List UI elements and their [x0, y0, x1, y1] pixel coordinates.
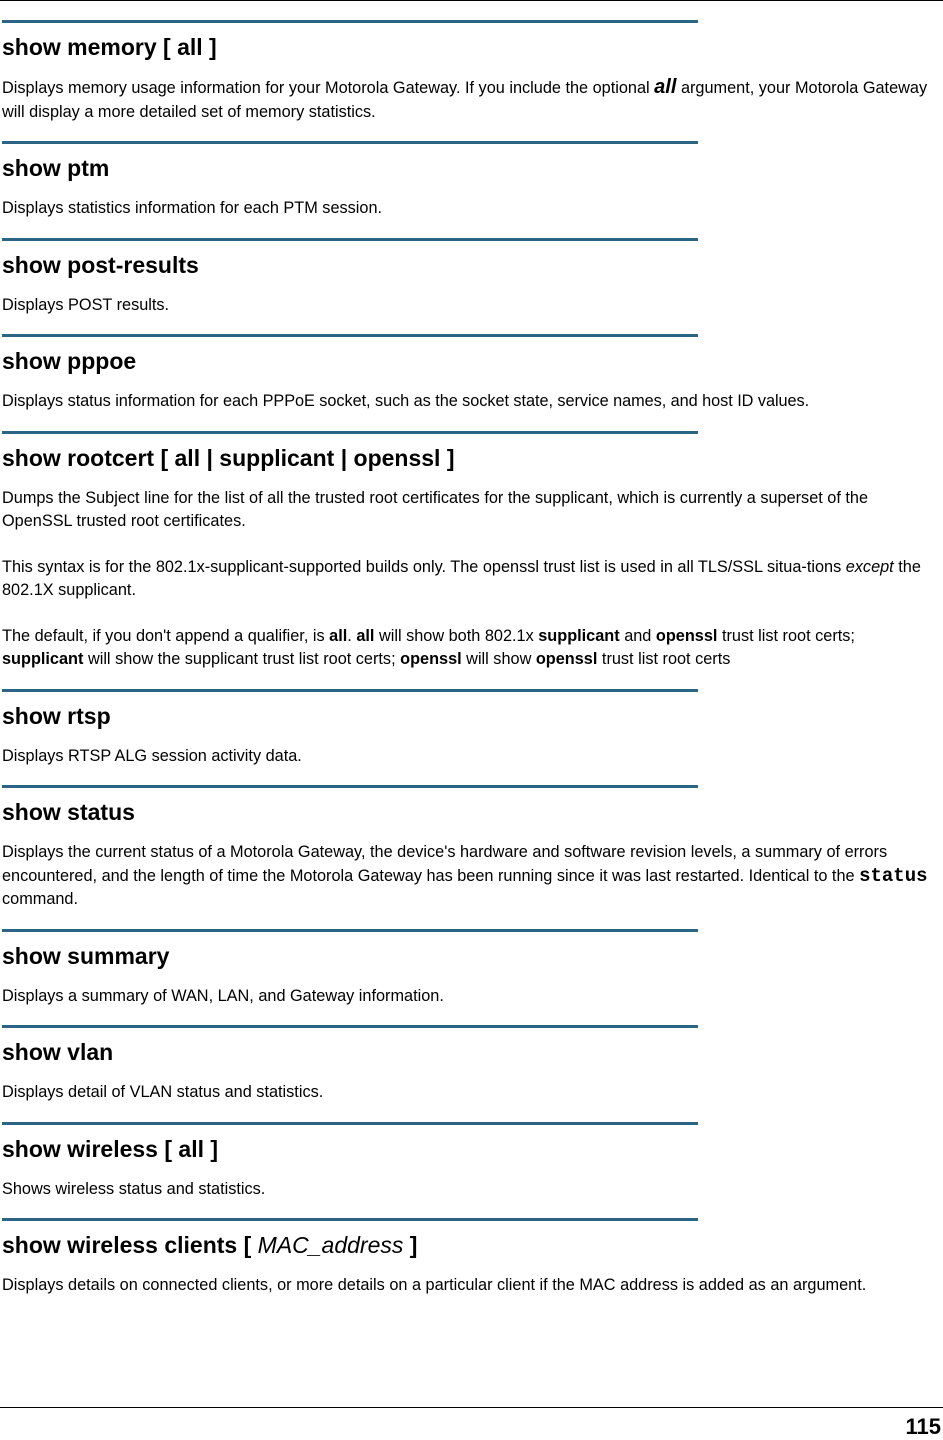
description-paragraph: Dumps the Subject line for the list of all the trusted root certificates for the supplicant, which is currently a superset of the OpenSSL trusted root certificates. — [2, 488, 869, 530]
section-rule — [2, 1122, 698, 1125]
section-rule — [2, 20, 698, 23]
description-paragraph: The default, if you don't append a qualifier, is all. all will show both 802.1x supplicant and openssl trust list root certs; supplicant will show the supplicant trust list root certs; openssl will show openssl trust list root certs — [2, 626, 855, 668]
command-title: show status — [2, 799, 135, 825]
command-description: Displays status information for each PPPoE socket, such as the socket state, service names, and host ID values. — [2, 392, 810, 410]
command-title: show summary — [2, 942, 170, 969]
command-description: Displays statistics information for each PTM session. — [2, 199, 383, 217]
command-title: show wireless [ all ] — [2, 1135, 219, 1162]
entry-show-rtsp — [2, 689, 940, 769]
page-bottom-rule — [0, 1407, 943, 1408]
section-rule — [2, 238, 698, 241]
argument-all: all — [654, 76, 677, 98]
entry-show-post-results — [2, 238, 940, 318]
status-command-code: status — [859, 864, 928, 887]
command-title: show post-results — [2, 251, 199, 278]
section-rule — [2, 929, 698, 932]
entry-show-wireless-clients — [2, 1218, 940, 1298]
entry-show-ptm — [2, 141, 940, 221]
command-title: show pppoe — [2, 348, 137, 374]
mac-address-argument: MAC_address — [257, 1232, 404, 1258]
command-title: show ptm — [2, 155, 110, 181]
command-title: show vlan — [2, 1039, 114, 1065]
command-title: show wireless clients [ MAC_address ] — [2, 1232, 418, 1258]
page-number: 115 — [905, 1414, 941, 1439]
section-rule — [2, 1025, 698, 1028]
entry-show-rootcert — [2, 431, 940, 672]
section-rule — [2, 785, 698, 788]
command-description: Displays details on connected clients, or more details on a particular client if the MAC address is added as an argument. — [2, 1276, 867, 1294]
entry-show-status — [2, 785, 940, 912]
command-reference — [2, 20, 940, 1315]
entry-show-pppoe — [2, 334, 940, 414]
description-paragraph: This syntax is for the 802.1x-supplicant-supported builds only. The openssl trust list is used in all TLS/SSL situa-tions except the 802.1X supplicant. — [2, 557, 921, 599]
command-description: Displays a summary of WAN, LAN, and Gateway information. — [2, 986, 444, 1005]
entry-show-vlan — [2, 1025, 940, 1105]
entry-show-wireless — [2, 1122, 940, 1202]
entry-show-memory — [2, 20, 940, 124]
command-title: show memory [ all ] — [2, 34, 217, 60]
command-title: show rootcert [ all | supplicant | openssl ] — [2, 444, 455, 471]
command-title: show rtsp — [2, 702, 111, 729]
command-description — [2, 487, 940, 672]
command-description: Displays POST results. — [2, 295, 170, 314]
section-rule — [2, 334, 698, 337]
section-rule — [2, 141, 698, 144]
command-description: Displays the current status of a Motorola Gateway, the device's hardware and software revision levels, a summary of errors encountered, and the length of time the Motorola Gateway has been running since it was last restarted. Identical to the status command. — [2, 843, 928, 908]
entry-show-summary — [2, 929, 940, 1009]
page-top-rule — [0, 0, 943, 1]
command-description: Displays RTSP ALG session activity data. — [2, 746, 302, 765]
command-description: Shows wireless status and statistics. — [2, 1179, 266, 1198]
section-rule — [2, 431, 698, 434]
section-rule — [2, 1218, 698, 1221]
section-rule — [2, 689, 698, 692]
command-description: Displays detail of VLAN status and statistics. — [2, 1083, 324, 1101]
command-description: Displays memory usage information for your Motorola Gateway. If you include the optional all argument, your Motorola Gateway will display a more detailed set of memory statistics. — [2, 76, 928, 121]
